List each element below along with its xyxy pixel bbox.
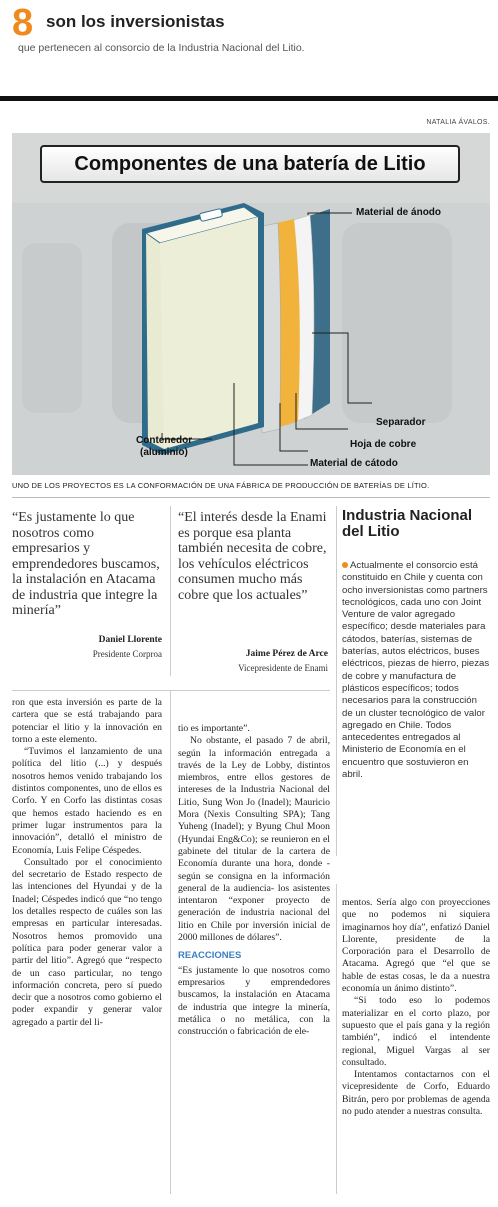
column-divider <box>336 884 337 1194</box>
paragraph: tio es importante”. <box>178 723 250 734</box>
paragraph: mentos. Sería algo con proyecciones que no podemos ni siquiera imaginarnos hoy día”, enfatizó Daniel Llorente, presidente de la Corporación para el Desarrollo de Atacama. Agregó que “el que se hable de estas cosas, le da a nuestra economía un ánimo distinto”. <box>342 897 490 995</box>
paragraph: ron que esta inversión es parte de la cartera que se está trabajando para potenciar el litio y la innovación en torno a este elemento. <box>12 697 162 745</box>
sidebar-body <box>342 560 490 781</box>
column-divider <box>170 506 171 676</box>
quote-rule <box>12 690 330 691</box>
column-divider <box>170 690 171 1194</box>
article-column-1 <box>12 697 162 1029</box>
bullet-dot <box>342 562 348 568</box>
label-separator: Separador <box>376 417 426 428</box>
sidebar-title: Industria Nacional del Litio <box>342 507 473 540</box>
infographic-title: Componentes de una batería de Litio <box>40 145 460 183</box>
quote-author-role: Vicepresidente de Enami <box>238 663 328 673</box>
stat-number: 8 <box>12 2 34 44</box>
label-container: Contenedor <box>136 435 193 446</box>
stat-subtitle: que pertenecen al consorcio de la Industria Nacional del Litio. <box>18 42 305 54</box>
label-copper: Hoja de cobre <box>350 439 417 450</box>
battery-infographic <box>12 133 490 475</box>
paragraph: Intentamos contactarnos con el vicepresidente de Corfo, Eduardo Bitrán, pero por problemas de agenda no pudo atender a nuestras consulta. <box>342 1069 490 1118</box>
paragraph: “Es justamente lo que nosotros como empresarios y emprendedores buscamos, la instalación en Atacama de industria que integre la minería, metálica o no metálica, con la construcción o fabricación de ele- <box>178 964 330 1038</box>
paragraph: “Tuvimos el lanzamiento de una política del litio (...) y después nosotros hemos venido trabajando los distintos componentes, uno de ellos es Corfo. Y en Corfo las distintas cosas que hemos estado haciendo es en primer lugar instrumentos para la innovación”, detalló el ministro de Economía, Luis Felipe Céspedes. <box>12 746 162 856</box>
paragraph: Consultado por el conocimiento del secretario de Estado respecto de las intenciones del Hyundai y de la Inadel; Céspedes indicó que “no tengo los detalles respecto de cuáles son las empresas en particular interesadas. Nosotros hemos promovido una política para poder generar valor a partir del litio”. Agregó que “respecto de un caso particular, no tengo información concreta, pero sí puedo decir que a nosotros como gobierno el poder expandir y generar valor agregado a partir del li- <box>12 856 162 1028</box>
photo-credit: NATALIA ÁVALOS. <box>426 119 490 126</box>
label-container-material: (aluminio) <box>140 447 188 458</box>
stat-title: son los inversionistas <box>46 12 225 31</box>
column-divider <box>336 506 337 856</box>
pull-quote-perez: “El interés desde la Enami es porque esa planta también necesita de cobre, los vehículos eléctricos consumen mucho más cobre que los actuales” <box>178 510 327 603</box>
sidebar-text: Actualmente el consorcio está constituido en Chile y cuenta con ocho inversionistas como partners tecnológicos, cada uno con Joint Venture de valor agregado específico; desde materiales para cátodos, baterías, sistemas de baterías, autos eléctricos, buses eléctricos, piezas de hierro, piezas de cobre y manufactura de plásticos específicos; todos necesarios para la construcción de un cluster tecnológico de valor agregado en Chile. Todos antecedentes entregados al Ministerio de Economía en el encuentro que sostuvieron en abril. <box>342 560 490 781</box>
quote-author-role: Presidente Corproa <box>92 649 162 659</box>
label-anode: Material de ánodo <box>356 207 442 218</box>
caption-rule <box>12 497 490 498</box>
quote-author: Daniel Llorente <box>98 635 162 645</box>
image-caption: UNO DE LOS PROYECTOS ES LA CONFORMACIÓN DE UNA FÁBRICA DE PRODUCCIÓN DE BATERÍAS DE LÍTIO. <box>12 481 430 490</box>
article-column-2 <box>178 723 330 1038</box>
section-heading-reacciones: REACCIONES <box>178 950 242 962</box>
pull-quote-llorente: “Es justamente lo que nosotros como empresarios y emprendedores buscamos, la instalación en Atacama de industria que integre la minería” <box>12 510 160 618</box>
label-cathode: Material de cátodo <box>310 458 398 469</box>
quote-author: Jaime Pérez de Arce <box>245 649 328 659</box>
section-divider <box>0 96 498 101</box>
paragraph: No obstante, el pasado 7 de abril, según la información entregada a través de la Ley de Lobby, distintos miembros, entre ellos gestores de intereses de la Industria Nacional del Litio, Sung Won Jo (Inadel); Mauricio Mora (Nexis Consulting SPA); Tang Yuheng (Inadel); y Byung Chul Moon (Hyundai Eng&Co); se reunieron en el gabinete del titular de la cartera de Economía durante una hora, donde -según se consigna en la información general de la audiencia- los asistentes intentaron “exponer proyecto de generación de industria nacional del litio en Chile por inversión inicial de 2000 millones de dólares”. <box>178 735 330 944</box>
article-column-3 <box>342 897 490 1118</box>
paragraph: “Si todo eso lo podemos materializar en el corto plazo, por supuesto que el país gana y la región también”, indicó el intendente regional, Miguel Vargas al ser consultado. <box>342 995 490 1068</box>
